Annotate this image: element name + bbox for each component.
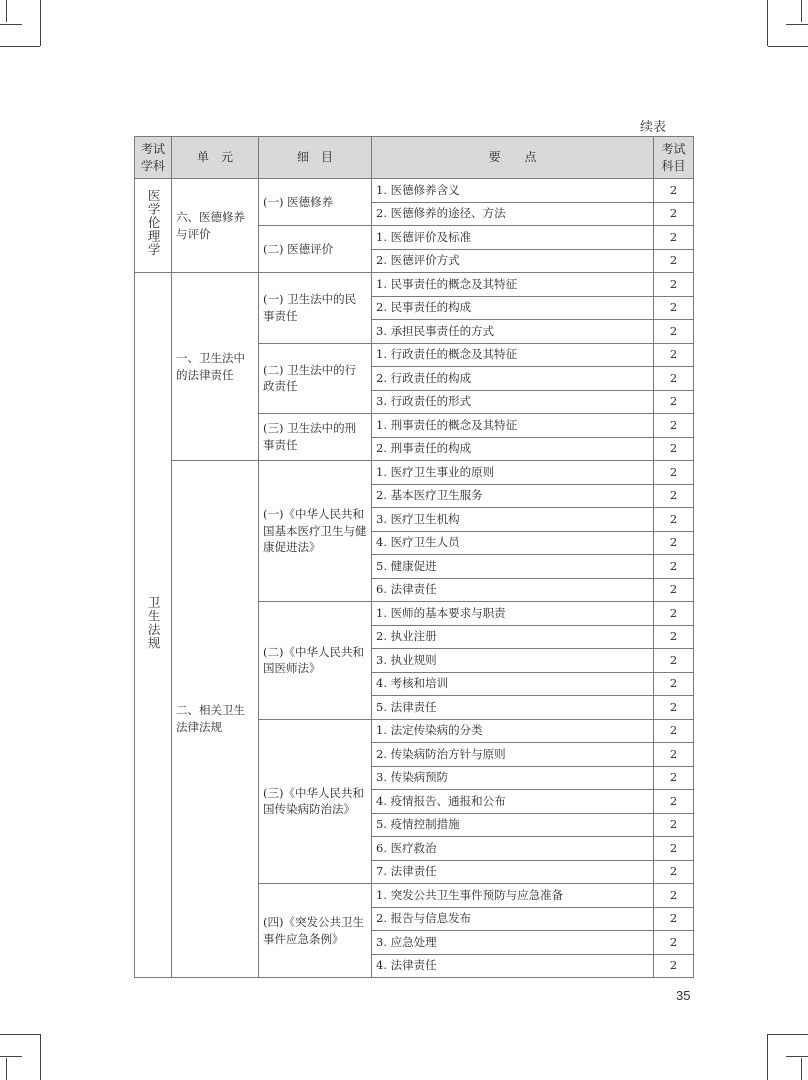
level-cell: 2 — [654, 907, 694, 931]
level-cell: 2 — [654, 837, 694, 861]
crop-mark — [6, 0, 7, 22]
point-cell: 3. 医疗卫生机构 — [372, 508, 654, 532]
level-cell: 2 — [654, 226, 694, 250]
level-cell: 2 — [654, 743, 694, 767]
detail-cell: (二) 医德评价 — [259, 226, 372, 273]
point-cell: 2. 刑事责任的构成 — [372, 437, 654, 461]
point-cell: 1. 医德修养含义 — [372, 179, 654, 203]
detail-cell: (二)《中华人民共和国医师法》 — [259, 602, 372, 720]
crop-mark — [768, 1034, 808, 1035]
point-cell: 4. 法律责任 — [372, 954, 654, 978]
level-cell: 2 — [654, 508, 694, 532]
point-cell: 1. 医疗卫生事业的原则 — [372, 461, 654, 485]
level-cell: 2 — [654, 273, 694, 297]
unit-cell: 一、卫生法中的法律责任 — [172, 273, 259, 461]
header-points: 要 点 — [372, 137, 654, 179]
level-cell: 2 — [654, 672, 694, 696]
level-cell: 2 — [654, 578, 694, 602]
point-cell: 1. 民事责任的概念及其特征 — [372, 273, 654, 297]
header-detail: 细 目 — [259, 137, 372, 179]
point-cell: 4. 疫情报告、通报和公布 — [372, 790, 654, 814]
crop-mark — [0, 24, 22, 25]
point-cell: 1. 刑事责任的概念及其特征 — [372, 414, 654, 438]
level-cell: 2 — [654, 414, 694, 438]
level-cell: 2 — [654, 343, 694, 367]
header-level: 考试科目 — [654, 137, 694, 179]
point-cell: 7. 法律责任 — [372, 860, 654, 884]
level-cell: 2 — [654, 531, 694, 555]
unit-cell: 二、相关卫生法律法规 — [172, 461, 259, 978]
level-cell: 2 — [654, 884, 694, 908]
point-cell: 6. 医疗救治 — [372, 837, 654, 861]
point-cell: 2. 执业注册 — [372, 625, 654, 649]
level-cell: 2 — [654, 931, 694, 955]
point-cell: 1. 突发公共卫生事件预防与应急准备 — [372, 884, 654, 908]
point-cell: 2. 医德评价方式 — [372, 249, 654, 273]
point-cell: 5. 健康促进 — [372, 555, 654, 579]
crop-mark — [768, 46, 808, 47]
header-unit: 单 元 — [172, 137, 259, 179]
level-cell: 2 — [654, 555, 694, 579]
level-cell: 2 — [654, 719, 694, 743]
crop-mark — [786, 24, 808, 25]
table-body — [135, 179, 694, 978]
level-cell: 2 — [654, 813, 694, 837]
level-cell: 2 — [654, 320, 694, 344]
point-cell: 4. 医疗卫生人员 — [372, 531, 654, 555]
level-cell: 2 — [654, 367, 694, 391]
crop-mark — [40, 0, 41, 46]
crop-mark — [801, 0, 802, 22]
crop-mark — [767, 0, 768, 46]
table-row — [135, 179, 694, 203]
point-cell: 3. 传染病预防 — [372, 766, 654, 790]
table-row — [135, 461, 694, 485]
point-cell: 1. 医师的基本要求与职责 — [372, 602, 654, 626]
page-number: 35 — [676, 988, 691, 1003]
point-cell: 5. 疫情控制措施 — [372, 813, 654, 837]
subject-cell — [135, 179, 172, 273]
point-cell: 3. 承担民事责任的方式 — [372, 320, 654, 344]
point-cell: 2. 基本医疗卫生服务 — [372, 484, 654, 508]
header-subject: 考试学科 — [135, 137, 172, 179]
table-row — [135, 273, 694, 297]
level-cell: 2 — [654, 461, 694, 485]
continuation-label: 续表 — [640, 120, 667, 135]
level-cell: 2 — [654, 602, 694, 626]
crop-mark — [6, 1058, 7, 1080]
crop-mark — [0, 1034, 40, 1035]
detail-cell: (三) 卫生法中的刑事责任 — [259, 414, 372, 461]
level-cell: 2 — [654, 179, 694, 203]
syllabus-table — [134, 136, 694, 978]
unit-cell: 六、医德修养与评价 — [172, 179, 259, 273]
detail-cell: (一) 卫生法中的民事责任 — [259, 273, 372, 344]
point-cell: 3. 应急处理 — [372, 931, 654, 955]
detail-cell: (三)《中华人民共和国传染病防治法》 — [259, 719, 372, 884]
point-cell: 1. 医德评价及标准 — [372, 226, 654, 250]
detail-cell: (二) 卫生法中的行政责任 — [259, 343, 372, 414]
level-cell: 2 — [654, 649, 694, 673]
detail-cell: (四)《突发公共卫生事件应急条例》 — [259, 884, 372, 978]
crop-mark — [0, 46, 40, 47]
level-cell: 2 — [654, 766, 694, 790]
point-cell: 2. 行政责任的构成 — [372, 367, 654, 391]
level-cell: 2 — [654, 390, 694, 414]
level-cell: 2 — [654, 860, 694, 884]
subject-cell — [135, 273, 172, 978]
detail-cell: (一) 医德修养 — [259, 179, 372, 226]
subject-label: 卫生法规 — [146, 595, 162, 650]
point-cell: 3. 执业规则 — [372, 649, 654, 673]
level-cell: 2 — [654, 202, 694, 226]
point-cell: 5. 法律责任 — [372, 696, 654, 720]
point-cell: 3. 行政责任的形式 — [372, 390, 654, 414]
point-cell: 2. 报告与信息发布 — [372, 907, 654, 931]
level-cell: 2 — [654, 625, 694, 649]
point-cell: 4. 考核和培训 — [372, 672, 654, 696]
point-cell: 1. 法定传染病的分类 — [372, 719, 654, 743]
detail-cell: (一)《中华人民共和国基本医疗卫生与健康促进法》 — [259, 461, 372, 602]
crop-mark — [786, 1056, 808, 1057]
subject-label: 医学伦理学 — [146, 189, 162, 257]
point-cell: 6. 法律责任 — [372, 578, 654, 602]
crop-mark — [767, 1034, 768, 1080]
point-cell: 1. 行政责任的概念及其特征 — [372, 343, 654, 367]
crop-mark — [0, 1056, 22, 1057]
crop-mark — [801, 1058, 802, 1080]
level-cell: 2 — [654, 790, 694, 814]
level-cell: 2 — [654, 249, 694, 273]
crop-mark — [40, 1034, 41, 1080]
level-cell: 2 — [654, 954, 694, 978]
level-cell: 2 — [654, 696, 694, 720]
level-cell: 2 — [654, 484, 694, 508]
level-cell: 2 — [654, 437, 694, 461]
point-cell: 2. 民事责任的构成 — [372, 296, 654, 320]
level-cell: 2 — [654, 296, 694, 320]
table-header — [135, 137, 694, 179]
point-cell: 2. 传染病防治方针与原则 — [372, 743, 654, 767]
point-cell: 2. 医德修养的途径、方法 — [372, 202, 654, 226]
